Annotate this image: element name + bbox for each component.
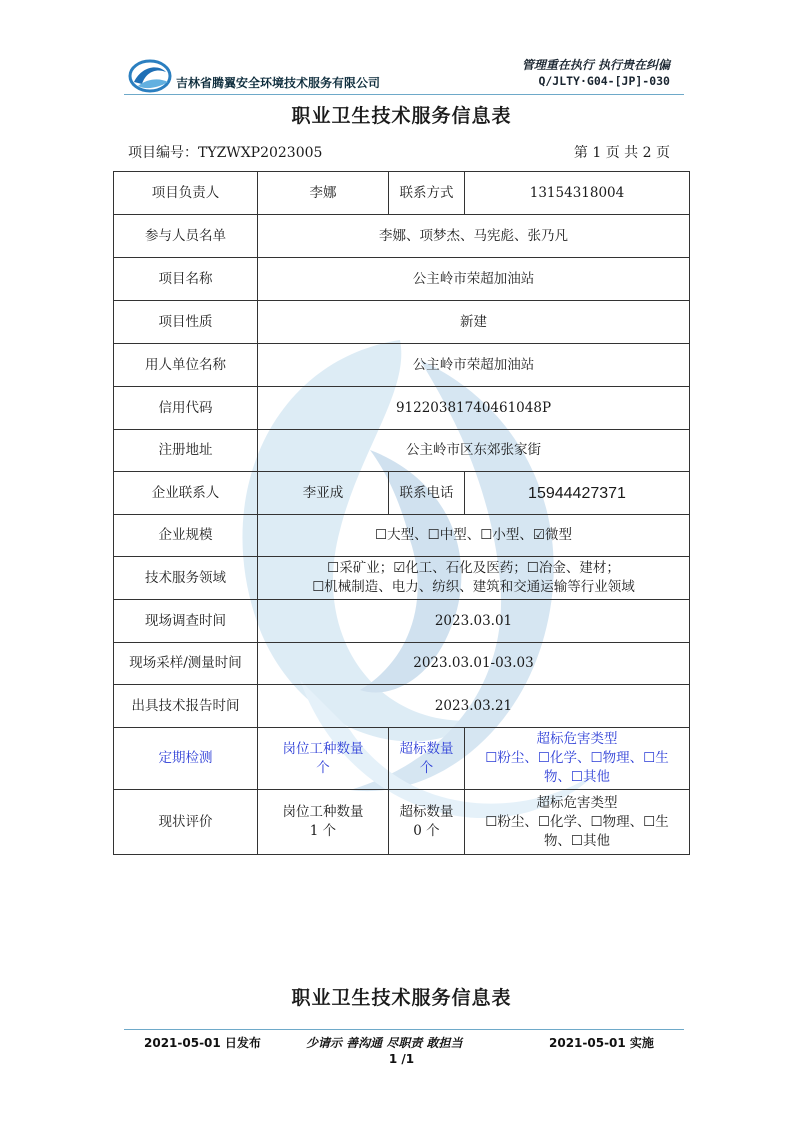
row-label: 项目性质 [114,301,258,344]
cell-line: ☐粉尘、☐化学、☐物理、☐生 [485,750,669,766]
row-label: 现场采样/测量时间 [114,643,258,685]
exceed-count-cell [389,728,465,790]
contact-phone: 15944427371 [465,472,690,515]
row-label: 定期检测 [114,728,258,790]
participants: 李娜、项梦杰、马宪彪、张乃凡 [258,215,690,258]
service-field [258,557,690,600]
cell-line: 个 [419,759,434,776]
project-name: 公主岭市荣超加油站 [258,258,690,301]
cell-line: 物、☐其他 [543,832,611,849]
cell-line: 超标危害类型 [536,794,618,811]
row-label: 信用代码 [114,387,258,430]
table-row [114,387,690,430]
leader-contact: 13154318004 [465,172,690,215]
hazard-type-cell [465,790,690,855]
row-label: 现状评价 [114,790,258,855]
row-label: 现场调查时间 [114,600,258,643]
cell-line: 岗位工种数量 [282,740,364,757]
table-row [114,685,690,728]
post-count-cell [258,728,389,790]
cell-line: ☐粉尘、☐化学、☐物理、☐生 [485,813,669,830]
row-label: 参与人员名单 [114,215,258,258]
row-label: 用人单位名称 [114,344,258,387]
publish-date: 2021-05-01 日发布 [144,1036,261,1050]
row-label: 企业联系人 [114,472,258,515]
table-row [114,557,690,600]
cell-line: 个 [316,759,330,776]
table-row [114,728,690,790]
cell-line: 超标数量 [399,804,454,820]
post-count-cell [258,790,389,855]
footer-rule [124,1029,684,1030]
project-nature: 新建 [258,301,690,344]
enterprise-contact: 李亚成 [258,472,389,515]
row-label: 项目名称 [114,258,258,301]
table-row [114,258,690,301]
table-row [114,790,690,855]
page-info: 第 1 页 共 2 页 [573,145,670,161]
row-label: 联系方式 [389,172,465,215]
header-rule [124,94,684,95]
report-date: 2023.03.21 [258,685,690,728]
registered-address: 公主岭市区东郊张家街 [258,430,690,472]
row-label: 企业规模 [114,515,258,557]
table-row [114,301,690,344]
cell-line: 0 个 [413,823,440,839]
exceed-count-cell [389,790,465,855]
credit-code: 91220381740461048P [258,387,690,430]
page-title: 职业卫生技术服务信息表 [291,105,512,127]
row-label: 技术服务领域 [114,557,258,600]
effective-date: 2021-05-01 实施 [549,1036,654,1050]
cell-line: 超标数量 [399,740,454,757]
table-row [114,430,690,472]
survey-date: 2023.03.01 [258,600,690,643]
row-label: 注册地址 [114,430,258,472]
info-table [113,171,690,855]
document-number: Q/JLTY·G04-[JP]-030 [538,74,670,88]
cell-line: 岗位工种数量 [282,804,364,820]
sampling-date: 2023.03.01-03.03 [258,643,690,685]
table-row [114,215,690,258]
table-row [114,472,690,515]
service-field-line: ☐机械制造、电力、纺织、建筑和交通运输等行业领域 [312,579,635,595]
table-row [114,515,690,557]
table-row [114,344,690,387]
footer-motto: 少请示 善沟通 尽职责 敢担当 [306,1036,463,1050]
footer-title: 职业卫生技术服务信息表 [291,987,512,1009]
table-row [114,172,690,215]
footer-page-number: 1 /1 [388,1052,415,1066]
header-slogan: 管理重在执行 执行贵在纠偏 [521,58,670,72]
cell-line: 1 个 [309,823,337,839]
row-label: 联系电话 [389,472,465,515]
employer-name: 公主岭市荣超加油站 [258,344,690,387]
project-number: 项目编号：TYZWXP2023005 [128,145,323,161]
company-name: 吉林省腾翼安全环境技术服务有限公司 [176,76,381,90]
project-leader: 李娜 [258,172,389,215]
hazard-type-cell [465,728,690,790]
table-row [114,643,690,685]
row-label: 项目负责人 [114,172,258,215]
company-logo-icon [128,58,172,94]
table-row [114,600,690,643]
service-field-line: ☐采矿业；☑化工、石化及医药；☐冶金、建材； [327,560,620,576]
cell-line: 超标危害类型 [536,731,618,747]
cell-line: 物、☐其他 [543,769,611,785]
row-label: 出具技术报告时间 [114,685,258,728]
enterprise-scale: ☐大型、☐中型、☐小型、☑微型 [258,515,690,557]
